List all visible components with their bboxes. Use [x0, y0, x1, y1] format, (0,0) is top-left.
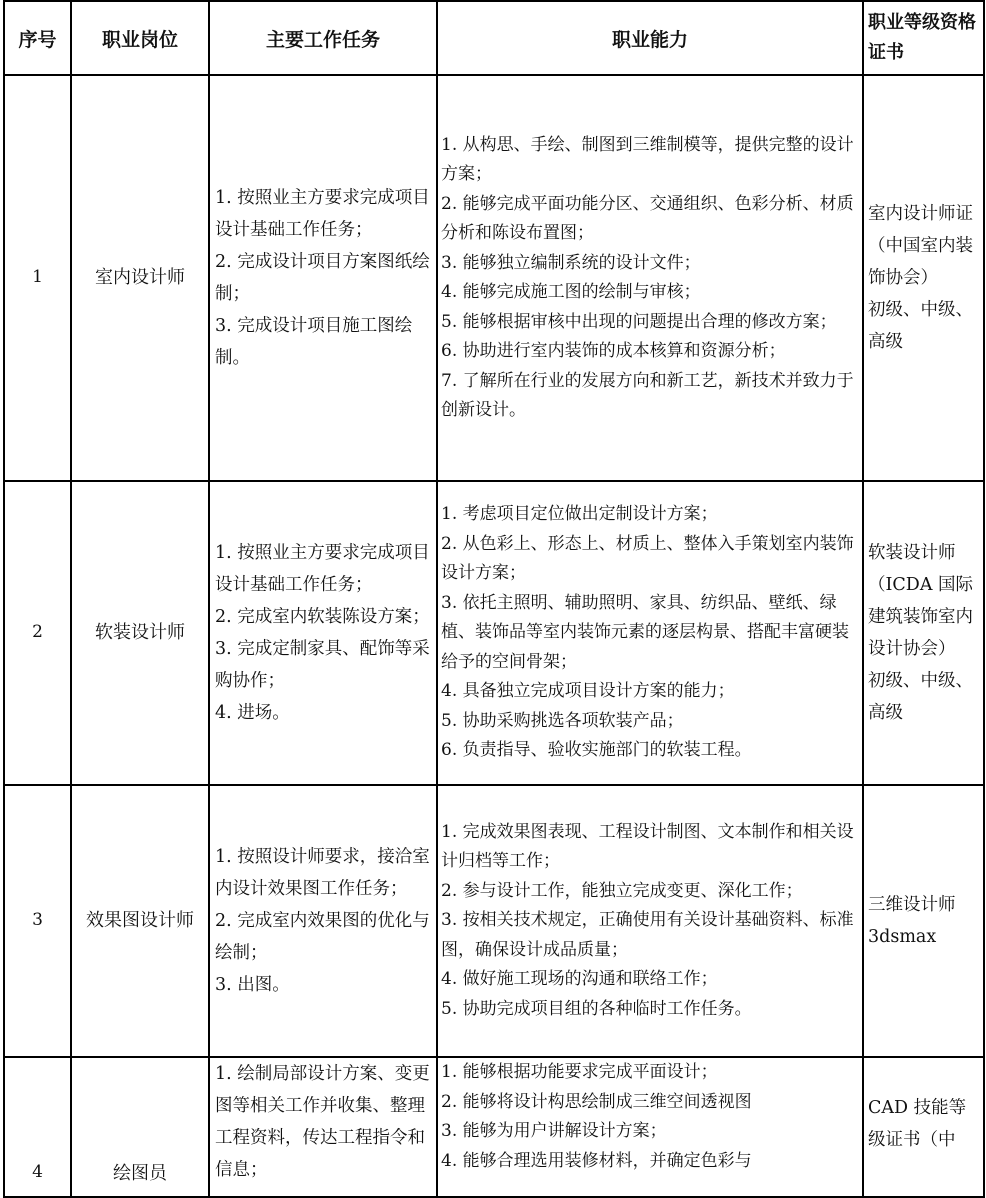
- certificate: [863, 481, 984, 785]
- header-certificate: 职业等级资格证书: [863, 1, 984, 75]
- cert-line: 初级、中级、高级: [868, 671, 973, 723]
- certificate: [863, 1057, 984, 1197]
- tasks-line: 2. 完成室内软装陈设方案；: [215, 607, 430, 627]
- abilities-line: 4. 做好施工现场的沟通和联络工作；: [441, 969, 718, 990]
- abilities-line: 5. 能够根据审核中出现的问题提出合理的修改方案；: [441, 311, 837, 332]
- job-position: 绘图员: [71, 1057, 209, 1197]
- abilities-line: 7. 了解所在行业的发展方向和新工艺，新技术并致力于创新设计。: [441, 370, 854, 420]
- career-table: [3, 0, 985, 1198]
- abilities-line: 3. 能够独立编制系统的设计文件；: [441, 252, 701, 273]
- main-tasks: [209, 785, 437, 1057]
- abilities-line: 3. 按相关技术规定，正确使用有关设计基础资料、标准图，确保设计成品质量；: [441, 910, 854, 960]
- cert-line: 初级、中级、高级: [868, 300, 973, 352]
- table-row: [4, 1057, 984, 1197]
- professional-abilities: [437, 481, 863, 785]
- abilities-line: 2. 从色彩上、形态上、材质上、整体入手策划室内装饰设计方案；: [441, 533, 854, 584]
- main-tasks: [209, 1057, 437, 1197]
- tasks-line: 3. 完成设计项目施工图绘制。: [215, 316, 413, 368]
- abilities-line: 2. 参与设计工作，能独立完成变更、深化工作；: [441, 880, 803, 901]
- row-number: 2: [4, 481, 71, 785]
- abilities-line: 1. 完成效果图表现、工程设计制图、文本制作和相关设计归档等工作；: [441, 821, 854, 872]
- abilities-line: 1. 考虑项目定位做出定制设计方案；: [441, 504, 718, 525]
- header-position: 职业岗位: [71, 1, 209, 75]
- cert-line: 3dsmax: [868, 927, 937, 947]
- cert-line: （ICDA 国际建筑装饰室内设计协会）: [868, 575, 974, 659]
- cert-line: 软装设计师: [868, 543, 956, 563]
- abilities-line: 3. 依托主照明、辅助照明、家具、纺织品、壁纸、绿植、装饰品等室内装饰元素的逐层构景、搭配丰富硬装给予的空间骨架；: [441, 592, 849, 672]
- header-abilities: 职业能力: [437, 1, 863, 75]
- header-number: 序号: [4, 1, 71, 75]
- tasks-line: 1. 绘制局部设计方案、变更图等相关工作并收集、整理工程资料，传达工程指令和信息；: [215, 1064, 430, 1180]
- abilities-line: 3. 能够为用户讲解设计方案；: [441, 1121, 667, 1141]
- abilities-line: 5. 协助采购挑选各项软装产品；: [441, 710, 684, 731]
- certificate: [863, 785, 984, 1057]
- tasks-line: 1. 按照业主方要求完成项目设计基础工作任务；: [215, 188, 430, 240]
- main-tasks: [209, 481, 437, 785]
- professional-abilities: [437, 1057, 863, 1197]
- abilities-line: 6. 负责指导、验收实施部门的软装工程。: [441, 740, 752, 761]
- tasks-line: 3. 完成定制家具、配饰等采购协作；: [215, 639, 430, 691]
- table-frame: [3, 0, 983, 1184]
- abilities-line: 6. 协助进行室内装饰的成本核算和资源分析；: [441, 341, 786, 361]
- tasks-line: 2. 完成室内效果图的优化与绘制；: [215, 911, 430, 963]
- abilities-line: 4. 具备独立完成项目设计方案的能力；: [441, 681, 735, 702]
- abilities-line: 4. 能够合理选用装修材料，并确定色彩与: [441, 1150, 752, 1171]
- job-position: 效果图设计师: [71, 785, 209, 1057]
- job-position: 室内设计师: [71, 75, 209, 481]
- abilities-line: 2. 能够完成平面功能分区、交通组织、色彩分析、材质分析和陈设布置图；: [441, 193, 854, 243]
- tasks-line: 3. 出图。: [215, 975, 290, 995]
- tasks-line: 1. 按照业主方要求完成项目设计基础工作任务；: [215, 543, 430, 595]
- cert-line: CAD 技能等级证书（中: [868, 1098, 967, 1150]
- cert-line: 室内设计师证: [868, 204, 973, 224]
- row-number: 1: [4, 75, 71, 481]
- tasks-line: 2. 完成设计项目方案图纸绘制；: [215, 252, 430, 304]
- certificate: [863, 75, 984, 481]
- cert-line: 三维设计师: [868, 895, 956, 915]
- main-tasks: [209, 75, 437, 481]
- abilities-line: 1. 从构思、手绘、制图到三维制模等，提供完整的设计方案；: [441, 134, 854, 184]
- table-row: [4, 481, 984, 785]
- row-number: 3: [4, 785, 71, 1057]
- abilities-line: 2. 能够将设计构思绘制成三维空间透视图: [441, 1091, 752, 1112]
- abilities-line: 5. 协助完成项目组的各种临时工作任务。: [441, 998, 752, 1019]
- abilities-line: 1. 能够根据功能要求完成平面设计；: [441, 1062, 718, 1082]
- table-row: [4, 785, 984, 1057]
- professional-abilities: [437, 75, 863, 481]
- table-row: [4, 75, 984, 481]
- professional-abilities: [437, 785, 863, 1057]
- tasks-line: 1. 按照设计师要求，接洽室内设计效果图工作任务；: [215, 847, 430, 899]
- cert-line: （中国室内装饰协会）: [868, 236, 973, 288]
- tasks-line: 4. 进场。: [215, 703, 290, 723]
- header-tasks: 主要工作任务: [209, 1, 437, 75]
- row-number: 4: [4, 1057, 71, 1197]
- job-position: 软装设计师: [71, 481, 209, 785]
- abilities-line: 4. 能够完成施工图的绘制与审核；: [441, 282, 701, 302]
- header-row: [4, 1, 984, 75]
